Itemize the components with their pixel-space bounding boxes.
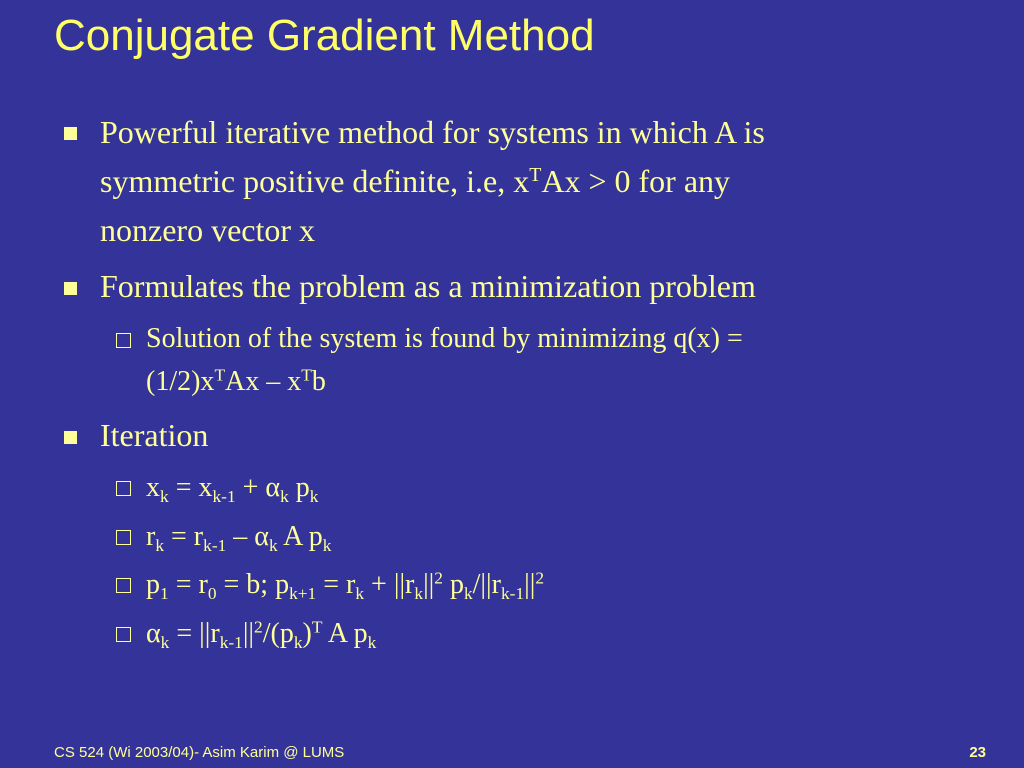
- bullet-3-line-1: Iteration: [100, 417, 209, 453]
- bullet-1-line-2: symmetric positive definite, i.e, $x^TAx > 0$ for any: [100, 163, 731, 199]
- slide-title: Conjugate Gradient Method: [54, 11, 595, 60]
- formula-p-update: $p_1 = r_0 = b$; $p_{k+1} = r_k + ||r_k||^2$ $p_k/||r_{k-1}||^2$: [146, 568, 545, 604]
- square-bullet-icon: [64, 431, 77, 444]
- hollow-square-bullet-icon: [116, 530, 131, 545]
- hollow-square-bullet-icon: [116, 333, 131, 348]
- hollow-square-bullet-icon: [116, 578, 131, 593]
- bullet-1-line-3: nonzero vector x: [100, 212, 316, 248]
- formula-r-update: $r_k = r_{k-1} - \alpha_k$ A $p_k$: [146, 521, 332, 556]
- sub-bullet-2-1-line-1: Solution of the system is found by minimizing q(x) =: [146, 323, 743, 354]
- formula-alpha: $\alpha_k = ||r_{k-1}||^2/(p_k)^T$ A $p_k$: [146, 617, 377, 653]
- footer-course-info: CS 524 (Wi 2003/04)- Asim Karim @ LUMS: [54, 744, 345, 761]
- bullet-2-line-1: Formulates the problem as a minimization problem: [100, 268, 756, 304]
- square-bullet-icon: [64, 282, 77, 295]
- hollow-square-bullet-icon: [116, 627, 131, 642]
- hollow-square-bullet-icon: [116, 481, 131, 496]
- formula-x-update: $x_k = x_{k-1} + \alpha_k$ $p_k$: [146, 472, 319, 507]
- page-number: 23: [969, 744, 986, 761]
- sub-bullet-2-1-line-2: $(1/2)x^TAx - x^Tb$: [146, 365, 326, 397]
- square-bullet-icon: [64, 127, 77, 140]
- bullet-1-line-1: Powerful iterative method for systems in which A is: [100, 114, 765, 150]
